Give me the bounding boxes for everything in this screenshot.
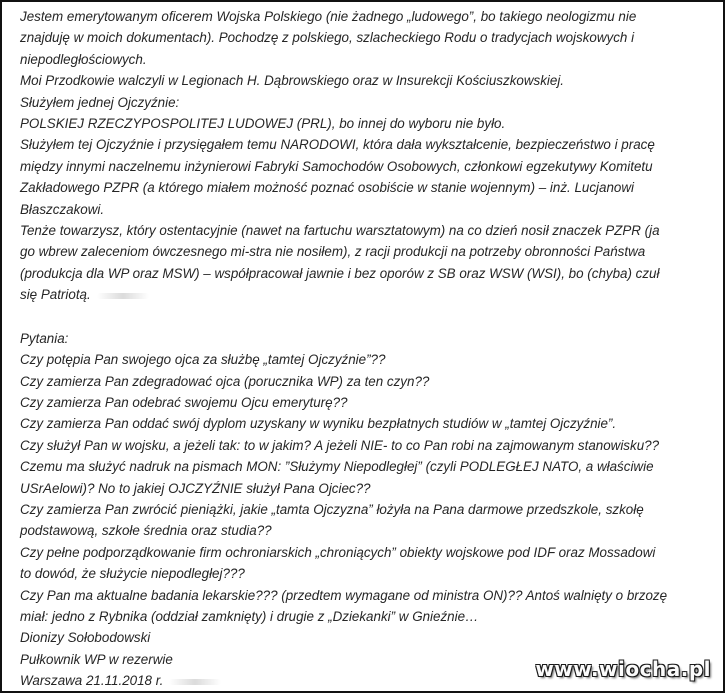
question-line-2: Czy zamierza Pan zdegradować ojca (porucznika WP) za ten czyn?? (20, 373, 430, 389)
letter-text (20, 6, 704, 692)
paragraph-gap (20, 306, 704, 328)
line-14-text: się Patriotą. (20, 287, 91, 303)
line-3: niepodległościowych. (20, 51, 147, 67)
line-10: Błaszczakowi. (20, 201, 105, 217)
question-line-13: miał: jedno z Rybnika (oddział zamknięty) i drugie z „Dziekanki” w Gnieźnie… (20, 608, 479, 624)
question-line-9: podstawową, szkołe średnia oraz studia?? (20, 523, 272, 539)
line-12: go wbrew zaleceniom ówczesnego mi-stra nie nosiłem), z racji produkcji na potrzeby obronności Państwa (20, 244, 646, 260)
watermark: www.wiocha.pl (535, 657, 711, 681)
line-13: (produkcja dla WP oraz MSW) – współpracował jawnie i bez oporów z SB oraz WSW (WSI), bo (chyba) czuł (20, 265, 660, 281)
redacted-mark (169, 679, 221, 685)
question-line-5: Czy służył Pan w wojsku, a jeżeli tak: to w jakim? A jeżeli NIE- to co Pan robi na zajmowanym stanowisku?? (20, 437, 660, 453)
line-1: Jestem emerytowanym oficerem Wojska Polskiego (nie żadnego „ludowego”, bo takiego neologizmu nie (20, 9, 637, 24)
question-line-8: Czy zamierza Pan zwrócić pieniążki, jakie „tamta Ojczyzna” łożyła na Pana darmowe przedszkole, szkołę (20, 501, 644, 517)
question-line-1: Czy potępia Pan swojego ojca za służbę „tamtej Ojczyźnie”?? (20, 352, 386, 368)
signature-name: Dionizy Sołobodowski (20, 630, 151, 646)
question-line-4: Czy zamierza Pan oddać swój dyplom uzyskany w wyniku bezpłatnych studiów w „tamtej Ojczyźnie”. (20, 416, 617, 432)
question-line-11: to dowód, że służycie niepodległej??? (20, 566, 245, 582)
question-line-12: Czy Pan ma aktualne badania lekarskie??? (przedtem wymagane od ministra ON)?? Antoś walnięty o brzozę (20, 587, 668, 603)
line-8: między innymi naczelnemu inżynierowi Fabryki Samochodów Osobowych, członkowi egzekutywy Komitetu (20, 158, 653, 174)
line-4: Moi Przodkowie walczyli w Legionach H. Dąbrowskiego oraz w Insurekcji Kościuszkowskiej. (20, 73, 565, 89)
question-line-7: USrAelowi)? No to jakiej OJCZYŹNIE służył Pana Ojciec?? (20, 480, 371, 496)
question-line-6: Czemu ma służyć nadruk na pismach MON: ”Służymy Niepodległej” (czyli PODLEGŁEJ NATO, a właściwie (20, 459, 654, 475)
question-line-10: Czy pełne podporządkowanie firm ochroniarskich „chroniących” obiekty wojskowe pod IDF oraz Mossadowi (20, 544, 656, 560)
line-7: Służyłem tej Ojczyźnie i przysięgałem temu NARODOWI, która dała wykształcenie, bezpieczeństwo i pracę (20, 137, 655, 153)
line-6: POLSKIEJ RZECZYPOSPOLITEJ LUDOWEJ (PRL), bo innej do wyboru nie było. (20, 116, 506, 132)
question-line-3: Czy zamierza Pan odebrać swojemu Ojcu emeryturę?? (20, 394, 348, 410)
redacted-mark (97, 293, 149, 299)
questions-heading: Pytania: (20, 330, 69, 346)
line-11: Tenże towarzysz, który ostentacyjnie (nawet na fartuchu warsztatowym) na co dzień nosił znaczek PZPR (ja (20, 223, 660, 239)
line-14 (20, 284, 704, 305)
line-5: Służyłem jednej Ojczyźnie: (20, 94, 180, 110)
line-2: znajduję w moich dokumentach). Pochodzę z polskiego, szlacheckiego Rodu o tradycjach wojskowych i (20, 30, 635, 46)
signature-date: Warszawa 21.11.2018 r. (20, 673, 164, 689)
signature-rank: Pułkownik WP w rezerwie (20, 651, 173, 667)
line-9: Zakładowego PZPR (a którego miałem możność poznać osobiście w stanie wojennym) – inż. Lucjanowi (20, 180, 635, 196)
